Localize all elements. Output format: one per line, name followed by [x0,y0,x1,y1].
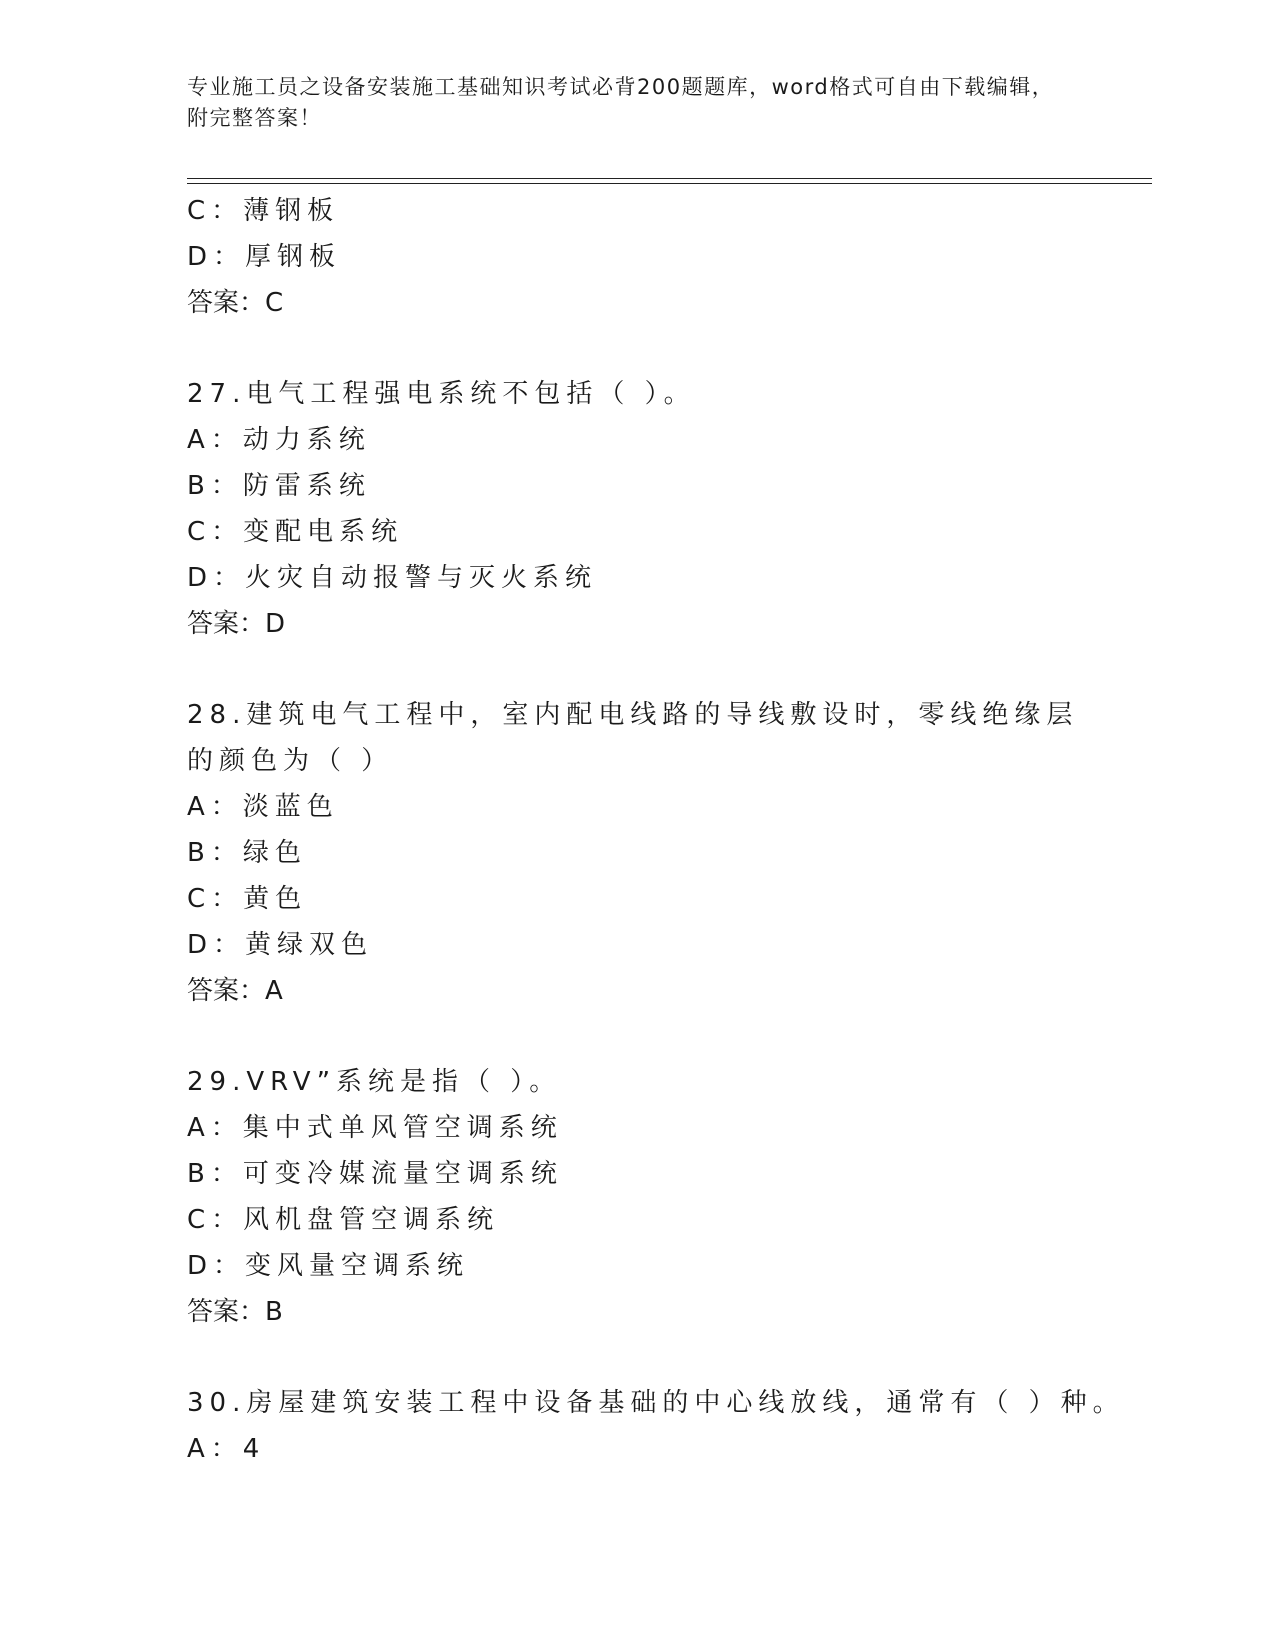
option-b: B：防雷系统 [187,471,371,501]
spacer [187,326,1087,371]
spacer [187,1335,1087,1380]
option-c: C：风机盘管空调系统 [187,1205,500,1235]
answer-line: 答案：D [187,609,286,639]
option-d: D：黄绿双色 [187,930,374,960]
option-a: A：集中式单风管空调系统 [187,1113,563,1143]
option-d: D：火灾自动报警与灭火系统 [187,563,598,593]
option-c: C：薄钢板 [187,196,340,226]
header-divider-top [187,178,1152,179]
question-stem: 28.建筑电气工程中，室内配电线路的导线敷设时，零线绝缘层的颜色为（ ） [187,700,1079,776]
option-a: A：4 [187,1434,266,1464]
spacer [187,1014,1087,1059]
answer-line: 答案：A [187,976,283,1006]
header-divider-bottom [187,183,1152,184]
option-d: D：厚钢板 [187,242,342,272]
question-stem: 27.电气工程强电系统不包括（ ）。 [187,379,696,409]
option-b: B：绿色 [187,838,307,868]
option-a: A：动力系统 [187,425,371,455]
question-stem: 29.VRV”系统是指（ ）。 [187,1067,562,1097]
spacer [187,647,1087,692]
option-c: C：变配电系统 [187,517,404,547]
answer-line: 答案：B [187,1297,283,1327]
question-stem: 30.房屋建筑安装工程中设备基础的中心线放线，通常有（ ）种。 [187,1388,1125,1418]
option-a: A：淡蓝色 [187,792,339,822]
option-c: C：黄色 [187,884,308,914]
question-list [187,188,1125,1472]
page-header: 专业施工员之设备安装施工基础知识考试必背200题题库，word格式可自由下载编辑，附完整答案！ [187,75,1055,130]
option-d: D：变风量空调系统 [187,1251,470,1281]
option-b: B：可变冷媒流量空调系统 [187,1159,563,1189]
answer-line: 答案：C [187,288,284,318]
